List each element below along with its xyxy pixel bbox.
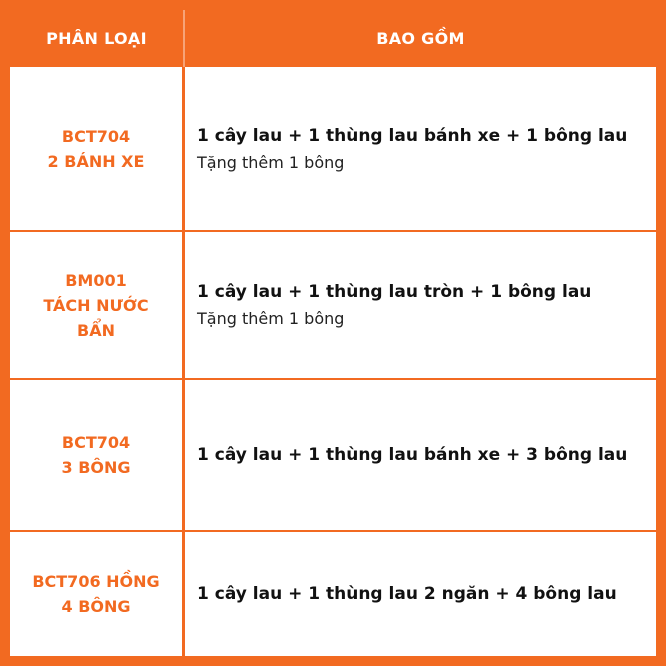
category-cell [10,532,182,656]
table-header [10,10,656,67]
category-label: BCT706 HỒNG 4 BÔNG [32,572,160,616]
contents-cell [185,232,656,378]
bonus-text: Tặng thêm 1 bông [197,152,345,172]
table-row [10,380,656,530]
table-row [10,532,656,656]
contents-text: 1 cây lau + 1 thùng lau bánh xe + 1 bông lau [197,125,628,146]
category-label: BM001 TÁCH NƯỚC BẨN [43,270,149,340]
category-label: BCT704 2 BÁNH XE [47,126,145,171]
bonus-text: Tặng thêm 1 bông [197,309,345,328]
table-row [10,67,656,230]
category-label: BCT704 3 BÔNG [61,433,131,477]
contents-cell [185,532,656,656]
product-comparison-table [10,10,656,656]
contents-text: 1 cây lau + 1 thùng lau bánh xe + 3 bông lau [197,445,628,465]
category-cell [10,67,182,230]
table-row [10,232,656,378]
contents-cell [185,380,656,530]
header-category: PHÂN LOẠI [46,29,147,48]
category-cell [10,380,182,530]
contents-text: 1 cây lau + 1 thùng lau tròn + 1 bông lau [197,282,592,302]
contents-text: 1 cây lau + 1 thùng lau 2 ngăn + 4 bông lau [197,584,617,604]
contents-cell [185,67,656,230]
category-cell [10,232,182,378]
header-contents: BAO GỒM [376,29,465,48]
